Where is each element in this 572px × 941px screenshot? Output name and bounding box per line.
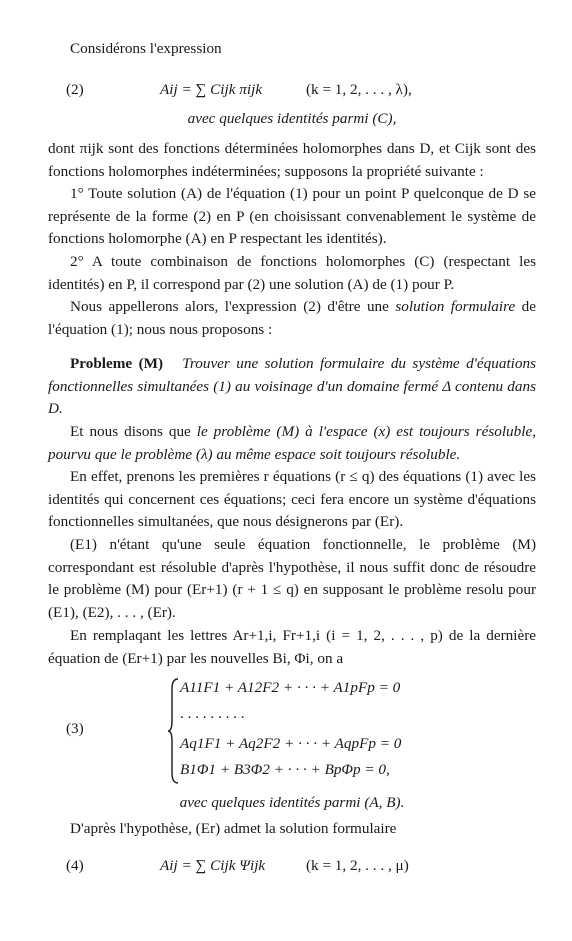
equation-2-condition: avec quelques identités parmi (C), — [187, 110, 397, 127]
paragraph-proof-start: En effet, prenons les premières r équations (r ≤ q) des équations (1) avec les identités qui concernent ces équations; ceci fera encore un système d'équations fonctionnelles simultanées, que nous désignerons par (Er). — [48, 468, 536, 531]
equation-3-row-b: B1Φ1 + B3Φ2 + · · · + BpΦp = 0, — [180, 761, 390, 778]
equation-3-row-q: Aq1F1 + Aq2F2 + · · · + AqpFp = 0 — [180, 735, 402, 752]
left-brace-icon — [168, 677, 180, 785]
equation-3-system — [168, 677, 468, 785]
paragraph-property-1: 1° Toute solution (A) de l'équation (1) pour un point P quelconque de D se représente de la forme (2) en P (en choisissant convenablement le système de fonctions holomorphe (A) en P respectant les identités). — [48, 185, 536, 248]
equation-4-number: (4) — [66, 857, 84, 874]
problem-statement — [48, 353, 536, 421]
paragraph-e1: (E1) n'étant qu'une seule équation fonctionnelle, le problème (M) correspondant est résoluble d'après l'hypothèse, il nous suffit donc de résoudre le problème (M) pour (Er+1) (r + 1 ≤ q) en supposant le problème resolu pour (E1), (E2), . . . , (Er). — [48, 536, 536, 621]
paragraph-claim: Et nous disons que le problème (M) à l'espace (x) est toujours résoluble, pourvu que le problème (λ) au même espace soit toujours résoluble. — [48, 423, 536, 463]
equation-3-number: (3) — [66, 720, 84, 737]
paragraph-definition: dont πijk sont des fonctions déterminées holomorphes dans D, et Cijk sont des fonctions holomorphes indéterminées; supposons la propriété suivante : — [48, 140, 536, 180]
equation-3-condition: avec quelques identités parmi (A, B). — [179, 794, 405, 811]
equation-2-number: (2) — [66, 81, 84, 98]
equation-4-range: (k = 1, 2, . . . , μ) — [306, 857, 409, 874]
paragraph-solution-formulaire: Nous appellerons alors, l'expression (2) d'être une solution formulaire de l'équation (1); nous nous proposons : — [48, 298, 536, 338]
equation-4-body: Aij = ∑ Cijk Ψijk — [160, 857, 266, 874]
equation-2-range: (k = 1, 2, . . . , λ), — [306, 81, 412, 98]
equation-3-row-1: A11F1 + A12F2 + · · · + A1pFp = 0 — [180, 679, 401, 696]
problem-label: Probleme (M) — [70, 355, 164, 372]
intro-line: Considérons l'expression — [70, 40, 222, 57]
paragraph-property-2: 2° A toute combinaison de fonctions holomorphes (C) (respectant les identités) en P, il correspond par (2) une solution (A) de (1) pour P. — [48, 253, 536, 293]
problem-text: Trouver une solution formulaire du système d'équations fonctionnelles simultanées (1) au voisinage d'un domaine fermé Δ contenu dans D. — [48, 355, 536, 418]
equation-2-body: Aij = ∑ Cijk πijk — [160, 81, 263, 98]
paragraph-substitution: En remplaqant les lettres Ar+1,i, Fr+1,i (i = 1, 2, . . . , p) de la dernière équation de (Er+1) par les nouvelles Bi, Φi, on a — [48, 627, 536, 667]
paragraph-hypothesis: D'après l'hypothèse, (Er) admet la solution formulaire — [70, 820, 397, 837]
equation-3-row-dots: . . . . . . . . . — [180, 705, 245, 722]
